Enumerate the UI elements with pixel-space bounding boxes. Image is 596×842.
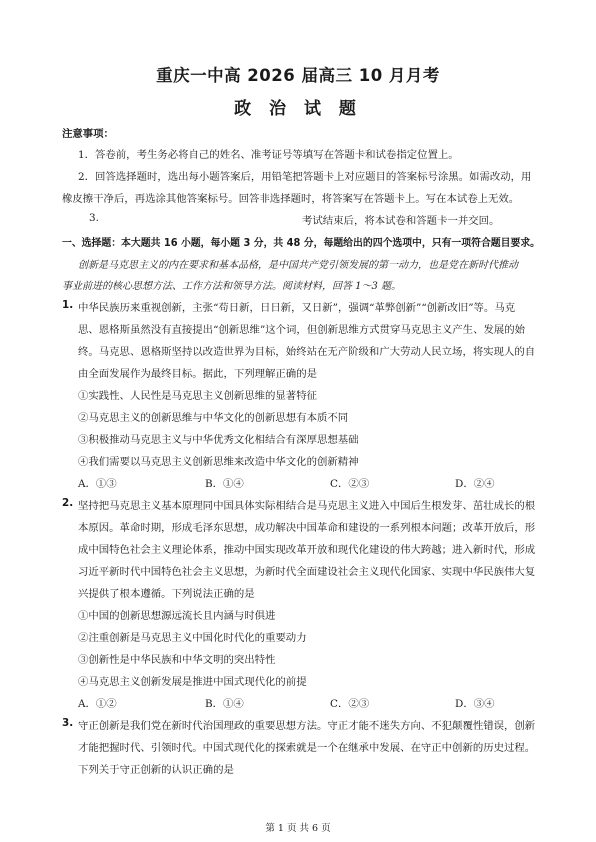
question-2-statement-4: ④马克思主义创新发展是推进中国式现代化的前提 <box>78 676 307 688</box>
question-2-option-a: A．①② <box>78 698 117 710</box>
notice-item-3-number: 3. <box>89 212 99 224</box>
section-intro-line-1: 创新是马克思主义的内在要求和基本品格，是中国共产党引领发展的第一动力，也是党在新时代推动 <box>78 260 518 271</box>
question-2-statement-2: ②注重创新是马克思主义中国化时代化的重要动力 <box>78 632 307 644</box>
question-2-line-2: 本原因。革命时期，形成毛泽东思想，成功解决中国革命和建设的一系列根本问题；改革开放后，形 <box>78 522 536 534</box>
question-1-line-1: 中华民族历来重视创新，主张“苟日新，日日新，又日新”，强调“革弊创新”“创新改旧”等。马克 <box>78 302 516 314</box>
question-2-line-4: 习近平新时代中国特色社会主义思想，为新时代全面建设社会主义现代化国家、实现中华民族伟大复 <box>78 566 536 578</box>
notice-item-2-line-1: 2．回答选择题时，选出每小题答案后，用铅笔把答题卡上对应题目的答案标号涂黑。如需改动，用 <box>78 171 532 183</box>
question-2-number: 2. <box>62 497 74 509</box>
section-intro-line-2: 事业前进的核心思想方法、工作方法和领导方法。阅读材料，回答 1～3 题。 <box>62 281 402 292</box>
notice-item-3: 考试结束后，将本试卷和答题卡一并交回。 <box>302 215 500 227</box>
notice-item-2-line-2: 橡皮擦干净后，再选涂其他答案标号。回答非选择题时，将答案写在答题卡上。写在本试卷上无效。 <box>62 193 520 205</box>
question-3-line-2: 才能把握时代、引领时代。中国式现代化的探索就是一个在继承中发展、在守正中创新的历史过程。 <box>78 742 536 754</box>
question-1-statement-3: ③积极推动马克思主义与中华优秀文化相结合有深厚思想基础 <box>78 434 359 446</box>
question-2-statement-1: ①中国的创新思想源远流长且内涵与时俱进 <box>78 610 276 622</box>
notice-item-1: 1．答卷前，考生务必将自己的姓名、准考证号等填写在答题卡和试卷指定位置上。 <box>78 149 459 161</box>
question-1-statement-2: ②马克思主义的创新思维与中华文化的创新思想有本质不同 <box>78 412 349 424</box>
question-2-statement-3: ③创新性是中华民族和中华文明的突出特性 <box>78 654 276 666</box>
question-1-statement-1: ①实践性、人民性是马克思主义创新思维的显著特征 <box>78 390 317 402</box>
question-2-option-d: D．③④ <box>455 698 495 710</box>
notice-heading: 注意事项： <box>62 128 114 140</box>
question-1-line-3: 终。马克思、恩格斯坚持以改造世界为目标，始终站在无产阶级和广大劳动人民立场，将实现人的自 <box>78 346 536 358</box>
question-3-line-3: 下列关于守正创新的认识正确的是 <box>78 764 234 776</box>
question-2-line-3: 成中国特色社会主义理论体系，推动中国实现改革开放和现代化建设的伟大跨越；进入新时代，形成 <box>78 544 536 556</box>
question-2-line-5: 兴提供了根本遵循。下列说法正确的是 <box>78 588 255 600</box>
question-1-option-d: D．②④ <box>455 478 495 490</box>
question-1-option-c: C．②③ <box>330 478 370 490</box>
question-1-statement-4: ④我们需要以马克思主义创新思维来改造中华文化的创新精神 <box>78 456 359 468</box>
question-2-option-b: B．①④ <box>205 698 244 710</box>
question-1-number: 1. <box>62 299 74 311</box>
section-heading: 一、选择题：本大题共 16 小题，每小题 3 分，共 48 分，每题给出的四个选项中，只有一项符合题目要求。 <box>62 238 541 249</box>
question-2-line-1: 坚持把马克思主义基本原理同中国具体实际相结合是马克思主义进入中国后生根发芽、茁壮成长的根 <box>78 500 536 512</box>
question-2-option-c: C．②③ <box>330 698 370 710</box>
question-3-line-1: 守正创新是我们党在新时代治国理政的重要思想方法。守正才能不迷失方向、不犯颠覆性错误，创新 <box>78 720 536 732</box>
question-3-number: 3. <box>62 717 74 729</box>
page-footer: 第 1 页 共 6 页 <box>265 823 331 834</box>
question-1-option-a: A．①③ <box>78 478 117 490</box>
exam-subject-title: 政 治 试 题 <box>234 99 362 119</box>
question-1-line-4: 由全面发展作为最终目标。据此，下列理解正确的是 <box>78 368 317 380</box>
question-1-option-b: B．①④ <box>205 478 244 490</box>
exam-title: 重庆一中高 2026 届高三 10 月月考 <box>156 66 440 85</box>
question-1-line-2: 思、恩格斯虽然没有直接提出“创新思维”这个词，但创新思维方式贯穿马克思主义产生、发展的始 <box>78 324 526 336</box>
